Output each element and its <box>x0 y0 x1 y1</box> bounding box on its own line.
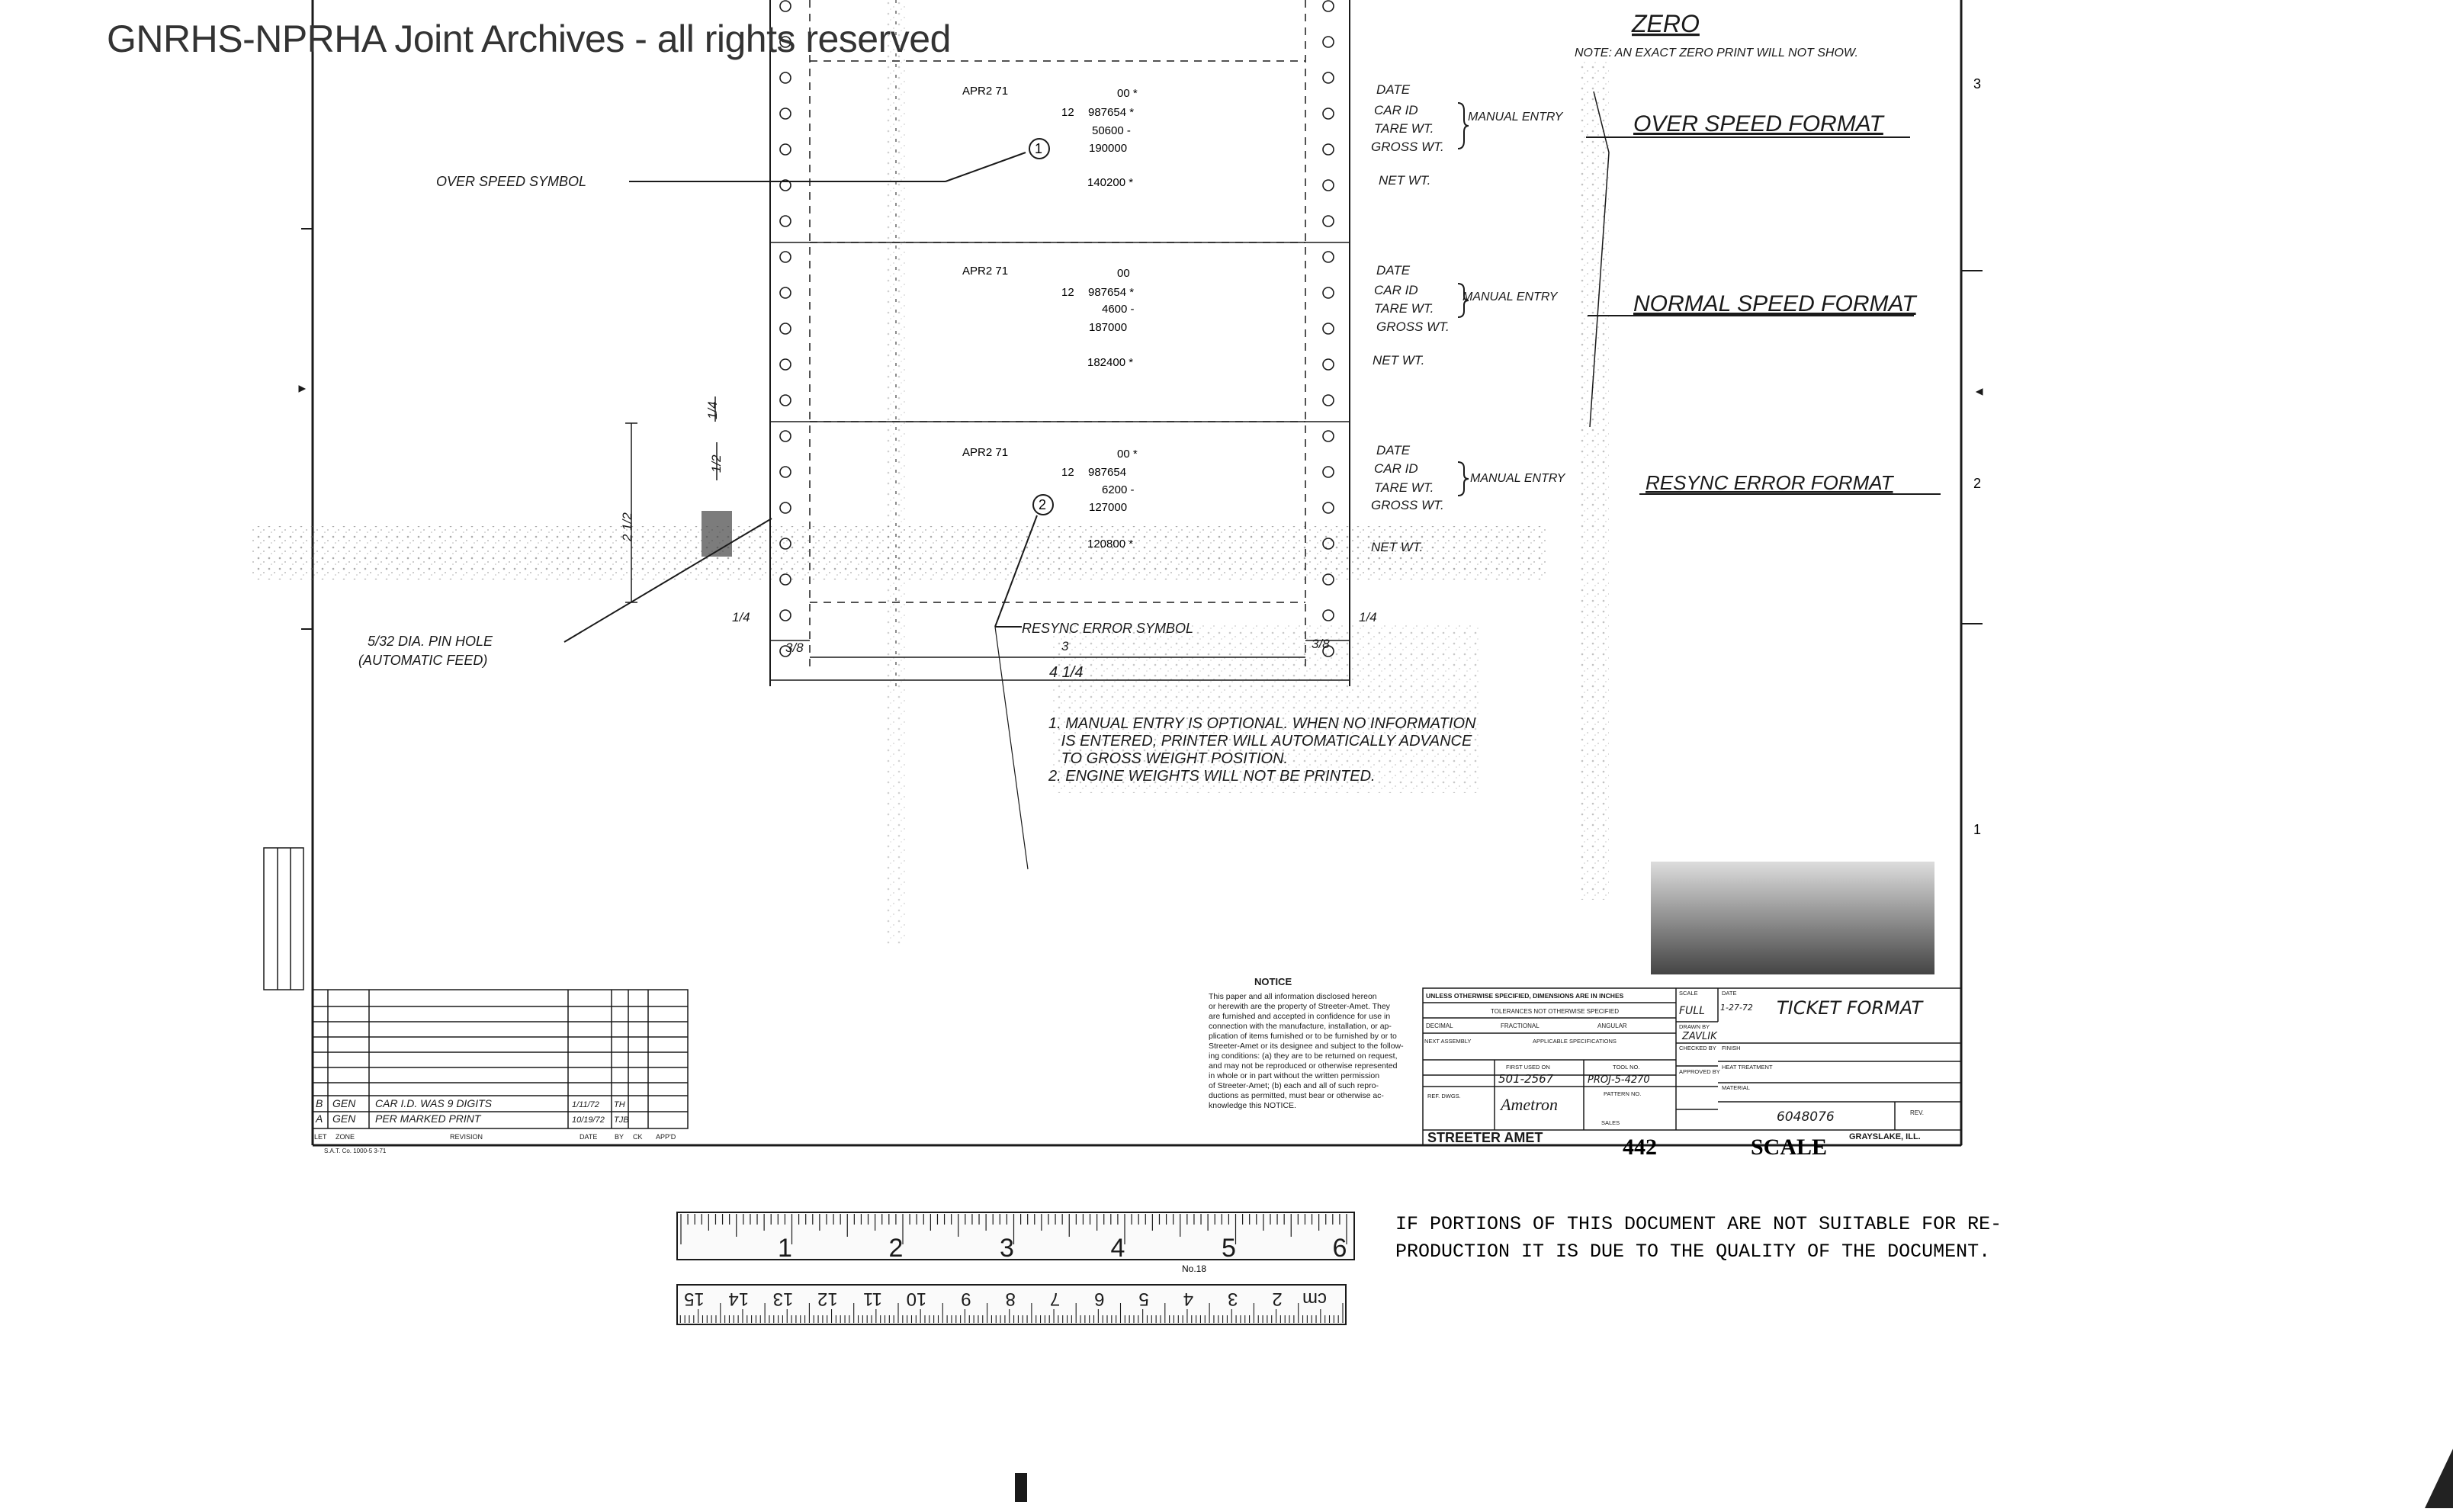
inch-label: 3 <box>1000 1234 1014 1263</box>
bubble-2: 2 <box>1039 497 1047 512</box>
pin-hole <box>1323 359 1334 370</box>
field-labels-2 <box>1373 263 1559 368</box>
ticket-line-2: 987654 <box>1088 466 1127 479</box>
drawn-by-label: DRAWN BY <box>1679 1023 1710 1030</box>
label-date: DATE <box>1376 263 1411 278</box>
tool-no-value: PROJ-5-4270 <box>1588 1074 1650 1086</box>
rev-header-revision: REVISION <box>450 1133 483 1141</box>
cm-label: 13 <box>772 1289 794 1309</box>
pin-hole <box>1323 180 1334 191</box>
brand-logo: Ametron <box>1501 1095 1558 1114</box>
ticket-date: APR2 71 <box>962 265 1009 278</box>
note-line-4: 2. ENGINE WEIGHTS WILL NOT BE PRINTED. <box>1048 768 1376 785</box>
date-label: DATE <box>1722 990 1737 997</box>
pin-hole <box>1323 252 1334 262</box>
pin-hole <box>780 72 791 83</box>
rev-row1-desc: CAR I.D. WAS 9 DIGITS <box>375 1097 492 1109</box>
manual-entry-label: MANUAL ENTRY <box>1468 111 1563 124</box>
rev-row1-letter: B <box>316 1097 323 1109</box>
pin-hole <box>1323 502 1334 513</box>
rev-header-let: LET <box>314 1133 327 1141</box>
quality-disclaimer-2: PRODUCTION IT IS DUE TO THE QUALITY OF THE DOCUMENT. <box>1395 1241 1991 1263</box>
label-gross: GROSS WT. <box>1376 319 1450 334</box>
finish-label: FINISH <box>1722 1045 1741 1051</box>
rev-row2-letter: A <box>316 1112 323 1125</box>
dim-3: 3 <box>1061 639 1069 653</box>
drawing-number: 6048076 <box>1777 1109 1835 1125</box>
fractional-label: FRACTIONAL <box>1501 1022 1540 1029</box>
cm-label: 3 <box>1228 1289 1238 1309</box>
over-speed-symbol-label: OVER SPEED SYMBOL <box>436 174 587 189</box>
zone-marker-1: 1 <box>1973 822 1982 837</box>
note-line-1: 1. MANUAL ENTRY IS OPTIONAL. WHEN NO INFORMATION <box>1048 715 1476 732</box>
dim-3-8-right: 3/8 <box>1312 637 1330 651</box>
archive-watermark: GNRHS-NPRHA Joint Archives - all rights reserved <box>107 18 951 60</box>
label-car-id: CAR ID <box>1374 103 1418 117</box>
pin-hole <box>1323 395 1334 406</box>
pin-hole <box>1323 431 1334 441</box>
pin-hole <box>1323 108 1334 119</box>
pin-hole <box>780 395 791 406</box>
cm-label: 9 <box>961 1289 971 1309</box>
notice-line: and may not be reproduced or otherwise represented <box>1209 1061 1398 1071</box>
tolerance-sub: TOLERANCES NOT OTHERWISE SPECIFIED <box>1491 1008 1620 1015</box>
zero-note: NOTE: AN EXACT ZERO PRINT WILL NOT SHOW. <box>1575 47 1858 59</box>
company-location: GRAYSLAKE, ILL. <box>1849 1132 1921 1141</box>
notice-line: plication of items furnished or to be furnished by or to <box>1209 1032 1397 1041</box>
ticket-form <box>770 0 1350 686</box>
pin-hole <box>1323 323 1334 334</box>
cm-label: cm <box>1302 1289 1327 1309</box>
first-used-value: 501-2567 <box>1498 1072 1554 1086</box>
dim-4-1-4: 4 1/4 <box>1049 664 1084 681</box>
cm-label: 10 <box>906 1289 927 1309</box>
inch-ruler <box>677 1212 1354 1263</box>
pin-hole <box>1323 144 1334 155</box>
scan-corner <box>2425 1449 2453 1508</box>
manual-entry-label: MANUAL ENTRY <box>1470 472 1565 485</box>
ticket-date: APR2 71 <box>962 85 1009 98</box>
revision-block <box>313 990 688 1128</box>
drawing-title: TICKET FORMAT <box>1777 997 1923 1019</box>
ticket-line-1: 00 <box>1117 267 1130 280</box>
cm-label: 15 <box>684 1289 705 1309</box>
rev-label: REV. <box>1910 1109 1924 1116</box>
format-title-normal-speed: NORMAL SPEED FORMAT <box>1633 291 1916 316</box>
label-date: DATE <box>1376 443 1411 457</box>
notice-line: ductions as permitted, must bear or otherwise ac- <box>1209 1091 1384 1100</box>
ticket-line-5: 140200 * <box>1087 176 1134 189</box>
rev-row1-by: TH <box>614 1100 625 1109</box>
dim-1-4-left: 1/4 <box>732 610 750 624</box>
pin-hole <box>780 502 791 513</box>
note-line-2: IS ENTERED, PRINTER WILL AUTOMATICALLY ADVANCE <box>1048 733 1472 750</box>
cm-ruler <box>677 1285 1346 1324</box>
label-net: NET WT. <box>1379 173 1431 188</box>
material-label: MATERIAL <box>1722 1084 1750 1091</box>
ticket-line-5: 120800 * <box>1087 538 1134 551</box>
notice-line: connection with the manufacture, installation, or ap- <box>1209 1022 1392 1031</box>
rev-footer-note: S.A.T. Co. 1000-5 3-71 <box>324 1148 387 1154</box>
car-prefix: 12 <box>1061 286 1074 299</box>
rev-header-zone: ZONE <box>336 1133 355 1141</box>
ticket-line-4: 187000 <box>1089 321 1128 334</box>
pin-hole-label: 5/32 DIA. PIN HOLE <box>368 634 493 649</box>
quality-disclaimer-1: IF PORTIONS OF THIS DOCUMENT ARE NOT SUITABLE FOR RE- <box>1395 1213 2002 1235</box>
pin-hole <box>780 1 791 11</box>
car-prefix: 12 <box>1061 466 1074 479</box>
company-name: STREETER AMET <box>1427 1130 1543 1145</box>
label-tare: TARE WT. <box>1374 301 1434 316</box>
ticket-line-1: 00 * <box>1117 448 1138 461</box>
normal-speed-ticket <box>962 265 1135 369</box>
dim-2-1-2: 2 1/2 <box>620 512 634 541</box>
pin-hole <box>1323 1 1334 11</box>
label-car-id: CAR ID <box>1374 461 1418 476</box>
notice-line: in whole or in part without the written permission <box>1209 1071 1380 1080</box>
ticket-line-3: 50600 - <box>1092 124 1131 137</box>
frame-number: 442 <box>1623 1135 1657 1160</box>
cm-label: 6 <box>1094 1289 1105 1309</box>
decimal-label: DECIMAL <box>1426 1022 1453 1029</box>
ruler-number: No.18 <box>1182 1263 1207 1274</box>
pin-hole <box>780 287 791 298</box>
label-gross: GROSS WT. <box>1371 140 1444 154</box>
notice-line: are furnished and accepted in confidence for use in <box>1209 1012 1391 1021</box>
pin-hole <box>780 108 791 119</box>
smudge-patch <box>1651 862 1934 974</box>
rev-row2-desc: PER MARKED PRINT <box>375 1112 481 1125</box>
inch-label: 1 <box>778 1234 792 1263</box>
pin-hole <box>780 216 791 226</box>
rev-row1-zone: GEN <box>332 1097 356 1109</box>
pin-hole <box>780 431 791 441</box>
pattern-no-label: PATTERN NO. <box>1604 1090 1642 1097</box>
notice-line: or herewith are the property of Streeter-Amet. They <box>1209 1002 1390 1011</box>
scan-mark <box>1015 1473 1027 1502</box>
date-value: 1-27-72 <box>1720 1003 1753 1013</box>
label-tare: TARE WT. <box>1374 480 1434 495</box>
notice-line: knowledge this NOTICE. <box>1209 1101 1296 1110</box>
cm-label: 5 <box>1138 1289 1149 1309</box>
pin-hole <box>1323 287 1334 298</box>
ticket-line-3: 6200 - <box>1102 483 1135 496</box>
inch-label: 5 <box>1222 1234 1236 1263</box>
ticket-line-2: 987654 * <box>1088 106 1135 119</box>
rev-header-by: BY <box>615 1133 624 1141</box>
label-net: NET WT. <box>1371 540 1424 554</box>
callout-leaders <box>564 139 1053 869</box>
label-net: NET WT. <box>1373 353 1425 368</box>
dim-1-2: 1/2 <box>709 454 724 473</box>
dim-1-4-right: 1/4 <box>1359 610 1377 624</box>
scale-word: SCALE <box>1751 1135 1828 1160</box>
tool-no-label: TOOL NO. <box>1613 1064 1640 1071</box>
pin-hole <box>780 252 791 262</box>
format-title-resync-error: RESYNC ERROR FORMAT <box>1646 471 1893 494</box>
dim-3-8-left: 3/8 <box>785 640 804 655</box>
label-date: DATE <box>1376 82 1411 97</box>
pin-hole <box>1323 610 1334 621</box>
inch-label: 4 <box>1110 1234 1125 1263</box>
notice-line: This paper and all information disclosed hereon <box>1209 992 1377 1001</box>
rev-header-appd: APP'D <box>656 1133 676 1141</box>
tolerance-header: UNLESS OTHERWISE SPECIFIED, DIMENSIONS ARE IN INCHES <box>1426 992 1624 1000</box>
next-assembly-label: NEXT ASSEMBLY <box>1424 1038 1472 1045</box>
dim-1-4-side: 1/4 <box>705 401 720 419</box>
zone-marker-2: 2 <box>1973 476 1982 491</box>
pin-hole-sublabel: (AUTOMATIC FEED) <box>358 653 488 668</box>
format-title-over-speed: OVER SPEED FORMAT <box>1633 111 1883 136</box>
bubble-1: 1 <box>1035 141 1043 156</box>
manual-entry-label: MANUAL ENTRY <box>1462 291 1558 303</box>
pin-hole <box>780 467 791 477</box>
pin-hole <box>780 323 791 334</box>
cm-label: 2 <box>1272 1289 1283 1309</box>
cm-label: 4 <box>1183 1289 1194 1309</box>
cm-label: 8 <box>1005 1289 1016 1309</box>
pin-hole <box>1323 37 1334 47</box>
first-used-label: FIRST USED ON <box>1506 1064 1550 1071</box>
pin-hole <box>780 359 791 370</box>
cm-label: 14 <box>728 1289 750 1309</box>
cm-label: 7 <box>1049 1289 1061 1309</box>
ticket-line-4: 190000 <box>1089 142 1128 155</box>
approved-by-label: APPROVED BY <box>1679 1068 1720 1075</box>
angular-label: ANGULAR <box>1597 1022 1627 1029</box>
inch-label: 6 <box>1332 1234 1347 1263</box>
heat-treatment-label: HEAT TREATMENT <box>1722 1064 1773 1071</box>
side-reference-block <box>264 848 303 990</box>
ticket-line-4: 127000 <box>1089 501 1128 514</box>
notice-title: NOTICE <box>1254 976 1292 987</box>
pin-hole <box>1323 72 1334 83</box>
notice-line: Streeter-Amet or its designee and subject to the follow- <box>1209 1042 1404 1051</box>
ticket-line-5: 182400 * <box>1087 356 1134 369</box>
scale-value: FULL <box>1679 1005 1705 1017</box>
ref-dwgs-label: REF. DWGS. <box>1427 1093 1461 1099</box>
inch-label: 2 <box>888 1234 904 1263</box>
ticket-line-1: 00 * <box>1117 87 1138 100</box>
scale-label: SCALE <box>1679 990 1698 997</box>
rev-header-date: DATE <box>580 1133 598 1141</box>
pin-hole <box>780 610 791 621</box>
cm-label: 11 <box>863 1289 882 1309</box>
label-tare: TARE WT. <box>1374 121 1434 136</box>
rev-header-ck: CK <box>633 1133 643 1141</box>
ticket-line-2: 987654 * <box>1088 286 1135 299</box>
pin-hole <box>780 144 791 155</box>
label-car-id: CAR ID <box>1374 283 1418 297</box>
over-speed-ticket <box>962 85 1138 189</box>
pin-hole <box>1323 216 1334 226</box>
resync-error-symbol-label: RESYNC ERROR SYMBOL <box>1022 621 1194 636</box>
cm-label: 12 <box>817 1289 838 1309</box>
label-gross: GROSS WT. <box>1371 498 1444 512</box>
sales-label: SALES <box>1601 1119 1620 1126</box>
note-line-3: TO GROSS WEIGHT POSITION. <box>1048 750 1289 767</box>
ticket-date: APR2 71 <box>962 446 1009 459</box>
rev-row2-zone: GEN <box>332 1112 356 1125</box>
pin-hole <box>1323 467 1334 477</box>
checked-by-label: CHECKED BY <box>1679 1045 1716 1051</box>
ticket-line-3: 4600 - <box>1102 303 1135 316</box>
notice-block <box>1209 976 1404 1110</box>
car-prefix: 12 <box>1061 106 1074 119</box>
rev-row2-date: 10/19/72 <box>572 1116 605 1125</box>
rev-row2-by: TJB <box>614 1116 629 1125</box>
field-labels-1 <box>1371 82 1564 188</box>
applicable-specs-label: APPLICABLE SPECIFICATIONS <box>1533 1038 1617 1045</box>
zone-marker-3: 3 <box>1973 76 1982 91</box>
notice-line: of Streeter-Amet; (b) each and all of such repro- <box>1209 1081 1379 1090</box>
zero-label: ZERO <box>1632 10 1700 37</box>
notice-line: ing conditions: (a) they are to be returned on request, <box>1209 1051 1398 1061</box>
drawn-by-value: ZAVLIK <box>1682 1031 1717 1042</box>
rev-row1-date: 1/11/72 <box>572 1100 599 1109</box>
